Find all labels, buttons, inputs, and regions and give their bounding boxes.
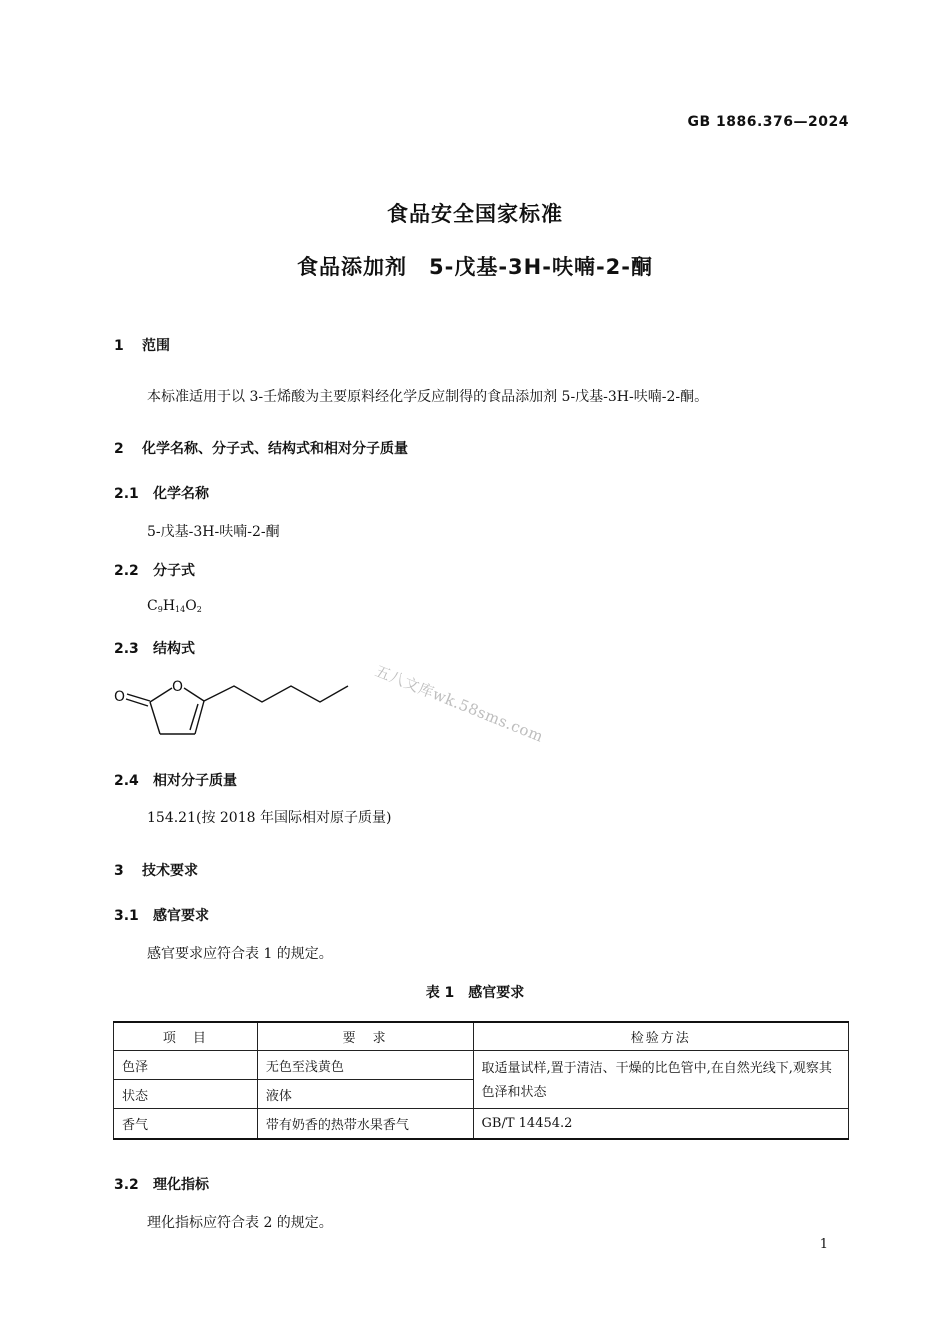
page-number: 1 xyxy=(819,1237,828,1252)
structural-formula xyxy=(110,668,360,740)
table-cell-requirement: 液体 xyxy=(257,1080,473,1109)
section-2-heading xyxy=(114,438,408,458)
section-title: 化学名称、分子式、结构式和相对分子质量 xyxy=(142,441,408,457)
section-1-heading xyxy=(114,335,170,355)
watermark: 五八文库wk.58sms.com xyxy=(372,661,546,746)
table-cell-item: 状态 xyxy=(114,1080,258,1109)
section-2-2-heading xyxy=(114,560,195,580)
section-number: 1 xyxy=(114,338,124,354)
section-title: 范围 xyxy=(142,338,170,354)
section-number: 3.2 xyxy=(114,1177,139,1193)
section-title: 分子式 xyxy=(153,563,195,579)
table-cell-item: 色泽 xyxy=(114,1051,258,1080)
section-number: 3 xyxy=(114,863,124,879)
molecular-weight: 154.21(按 2018 年国际相对原子质量) xyxy=(147,810,392,826)
section-number: 2.2 xyxy=(114,563,139,579)
section-number: 2 xyxy=(114,441,124,457)
section-number: 2.1 xyxy=(114,486,139,502)
table-cell-requirement: 无色至浅黄色 xyxy=(257,1051,473,1080)
table-row xyxy=(114,1051,849,1080)
sensory-requirements-table xyxy=(113,1021,849,1140)
section-3-1-text: 感官要求应符合表 1 的规定。 xyxy=(147,946,333,962)
section-title: 相对分子质量 xyxy=(153,773,237,789)
table-1-caption: 表 1 感官要求 xyxy=(425,985,525,1001)
section-title: 理化指标 xyxy=(153,1177,209,1193)
table-cell-requirement: 带有奶香的热带水果香气 xyxy=(257,1109,473,1140)
table-row xyxy=(114,1109,849,1140)
ring-oxygen-label: O xyxy=(172,679,184,695)
table-cell-item: 香气 xyxy=(114,1109,258,1140)
section-1-text: 本标准适用于以 3-壬烯酸为主要原料经化学反应制得的食品添加剂 5-戊基-3H-呋喃-2-酮。 xyxy=(147,389,709,405)
molecular-formula: $C_9H_{14}O_2$ xyxy=(147,598,202,614)
carbonyl-oxygen-label: O xyxy=(114,689,126,705)
table-header-cell: 检验方法 xyxy=(473,1022,848,1051)
section-3-2-text: 理化指标应符合表 2 的规定。 xyxy=(147,1215,333,1231)
table-header-cell: 项 目 xyxy=(114,1022,258,1051)
document-subtitle: 食品添加剂 5-戊基-3H-呋喃-2-酮 xyxy=(297,255,653,279)
section-3-2-heading xyxy=(114,1174,209,1194)
section-title: 感官要求 xyxy=(153,908,209,924)
section-number: 2.3 xyxy=(114,641,139,657)
table-header-cell: 要 求 xyxy=(257,1022,473,1051)
section-3-1-heading xyxy=(114,905,209,925)
document-title: 食品安全国家标准 xyxy=(387,202,563,226)
section-title: 结构式 xyxy=(153,641,195,657)
section-2-1-heading xyxy=(114,483,209,503)
section-3-heading xyxy=(114,860,198,880)
table-cell-method: 取适量试样,置于清洁、干燥的比色管中,在自然光线下,观察其色泽和状态 xyxy=(473,1051,848,1109)
section-2-4-heading xyxy=(114,770,237,790)
standard-number: GB 1886.376—2024 xyxy=(687,114,849,130)
table-header-row xyxy=(114,1022,849,1051)
section-title: 技术要求 xyxy=(142,863,198,879)
section-title: 化学名称 xyxy=(153,486,209,502)
section-number: 3.1 xyxy=(114,908,139,924)
section-2-3-heading xyxy=(114,638,195,658)
chemical-name: 5-戊基-3H-呋喃-2-酮 xyxy=(147,524,280,540)
section-number: 2.4 xyxy=(114,773,139,789)
table-cell-method: GB/T 14454.2 xyxy=(473,1109,848,1140)
